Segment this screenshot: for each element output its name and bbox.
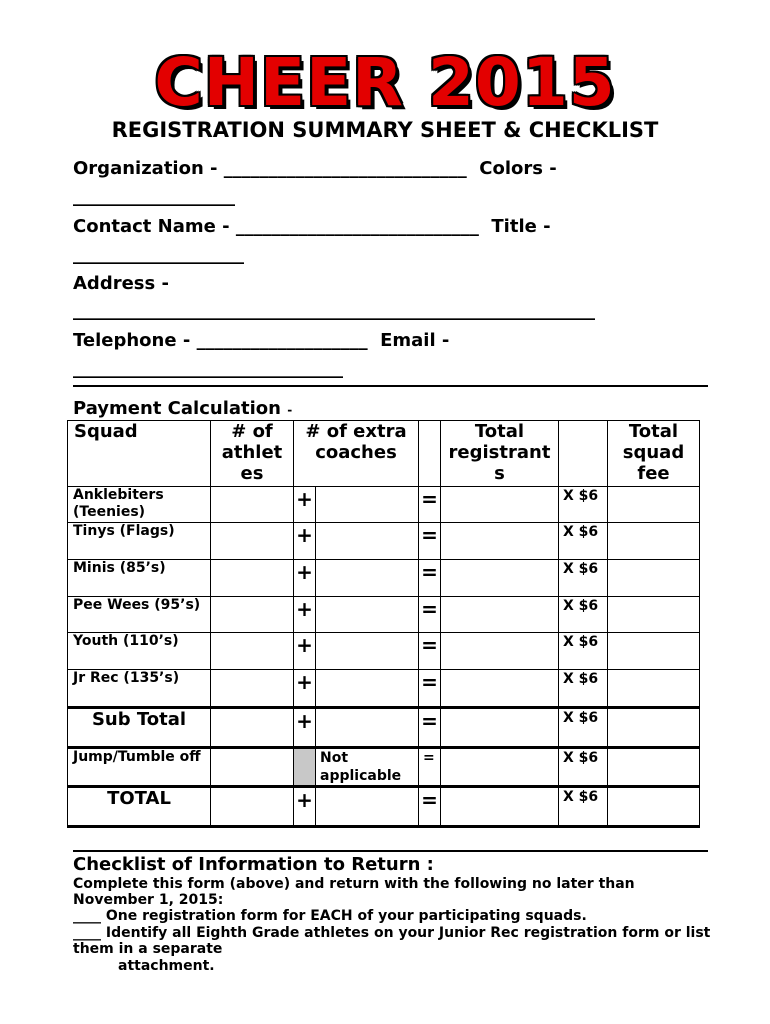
jump-athletes-input[interactable] xyxy=(211,748,294,787)
table-row xyxy=(68,560,700,597)
equals-sign: = xyxy=(419,487,441,523)
fee-multiplier: X $6 xyxy=(559,708,608,748)
equals-sign: = xyxy=(419,787,441,827)
page-subtitle: REGISTRATION SUMMARY SHEET & CHECKLIST xyxy=(111,118,659,142)
athletes-total-input[interactable] xyxy=(211,787,294,827)
plus-sign: + xyxy=(294,670,316,708)
checklist-item-registration[interactable]: ____ One registration form for EACH of your participating squads. xyxy=(73,908,587,924)
title-field-line[interactable]: ___________________ xyxy=(73,244,244,265)
total-row xyxy=(68,787,700,827)
checklist-line: attachment. xyxy=(118,958,215,974)
plus-sign: + xyxy=(294,787,316,827)
coaches-input[interactable] xyxy=(316,597,419,633)
email-field-line[interactable]: ______________________________ xyxy=(73,358,343,379)
col-squad-fee: Total squad fee xyxy=(608,421,700,487)
equals-sign: = xyxy=(419,670,441,708)
registrants-input[interactable] xyxy=(441,633,559,670)
jump-registrants-input[interactable] xyxy=(441,748,559,787)
colors-field-line[interactable]: __________________ xyxy=(73,186,235,207)
athletes-input[interactable] xyxy=(211,523,294,560)
squad-name: Jr Rec (135’s) xyxy=(68,670,211,708)
fee-multiplier: X $6 xyxy=(559,560,608,597)
table-row xyxy=(68,597,700,633)
checklist-line: November 1, 2015: xyxy=(73,892,224,908)
col-coaches: # of extra coaches xyxy=(294,421,419,487)
athletes-input[interactable] xyxy=(211,597,294,633)
athletes-input[interactable] xyxy=(211,487,294,523)
squad-name: Tinys (Flags) xyxy=(68,523,211,560)
total-label: TOTAL xyxy=(68,787,211,827)
athletes-input[interactable] xyxy=(211,633,294,670)
telephone-field[interactable]: Telephone - ___________________ Email - xyxy=(73,330,450,351)
fee-total-input[interactable] xyxy=(608,787,700,827)
checklist-item-eighth-grade[interactable]: ____ Identify all Eighth Grade athletes on your Junior Rec registration form or list xyxy=(73,925,711,941)
registrants-input[interactable] xyxy=(441,597,559,633)
checklist-heading: Checklist of Information to Return : xyxy=(73,854,434,875)
col-squad: Squad xyxy=(68,421,211,487)
registrants-input[interactable] xyxy=(441,560,559,597)
squad-name: Pee Wees (95’s) xyxy=(68,597,211,633)
col-athletes: # of athlet es xyxy=(211,421,294,487)
fee-input[interactable] xyxy=(608,670,700,708)
coaches-subtotal-input[interactable] xyxy=(316,708,419,748)
fee-input[interactable] xyxy=(608,633,700,670)
jump-tumble-row xyxy=(68,748,700,787)
equals-sign: = xyxy=(419,597,441,633)
fee-multiplier: X $6 xyxy=(559,633,608,670)
registrants-subtotal-input[interactable] xyxy=(441,708,559,748)
table-row xyxy=(68,633,700,670)
equals-sign: = xyxy=(419,523,441,560)
payment-heading: Payment Calculation - xyxy=(73,398,293,419)
athletes-input[interactable] xyxy=(211,560,294,597)
registrants-input[interactable] xyxy=(441,670,559,708)
plus-sign: + xyxy=(294,560,316,597)
fee-multiplier: X $6 xyxy=(559,787,608,827)
coaches-input[interactable] xyxy=(316,560,419,597)
registrants-input[interactable] xyxy=(441,523,559,560)
equals-sign: = xyxy=(419,708,441,748)
organization-field[interactable]: Organization - ___________________________ Colors - xyxy=(73,158,557,179)
fee-multiplier: X $6 xyxy=(559,487,608,523)
section-divider xyxy=(73,385,708,387)
athletes-subtotal-input[interactable] xyxy=(211,708,294,748)
fee-multiplier: X $6 xyxy=(559,748,608,787)
jump-fee-input[interactable] xyxy=(608,748,700,787)
squad-name: Minis (85’s) xyxy=(68,560,211,597)
shaded-cell xyxy=(294,748,316,787)
address-field-line[interactable]: __________________________________________________________ xyxy=(73,300,595,321)
equals-sign: = xyxy=(419,633,441,670)
payment-table xyxy=(67,420,700,828)
fee-input[interactable] xyxy=(608,560,700,597)
subtotal-label: Sub Total xyxy=(68,708,211,748)
fee-multiplier: X $6 xyxy=(559,597,608,633)
coaches-input[interactable] xyxy=(316,487,419,523)
athletes-input[interactable] xyxy=(211,670,294,708)
plus-sign: + xyxy=(294,597,316,633)
checklist-line: Complete this form (above) and return with the following no later than xyxy=(73,876,635,892)
page-title: CHEER 2015 xyxy=(154,44,616,121)
plus-sign: + xyxy=(294,708,316,748)
registrants-total-input[interactable] xyxy=(441,787,559,827)
fee-input[interactable] xyxy=(608,597,700,633)
table-row xyxy=(68,670,700,708)
table-header-row xyxy=(68,421,700,487)
registrants-input[interactable] xyxy=(441,487,559,523)
fee-multiplier: X $6 xyxy=(559,523,608,560)
plus-sign: + xyxy=(294,523,316,560)
squad-name: Anklebiters (Teenies) xyxy=(68,487,211,523)
coaches-total-input[interactable] xyxy=(316,787,419,827)
equals-sign: = xyxy=(419,560,441,597)
table-row xyxy=(68,487,700,523)
checklist-line: them in a separate xyxy=(73,941,223,957)
jump-tumble-label: Jump/Tumble off xyxy=(68,748,211,787)
not-applicable-label: Not applicable xyxy=(316,748,419,787)
coaches-input[interactable] xyxy=(316,670,419,708)
equals-sign: = xyxy=(419,748,441,787)
coaches-input[interactable] xyxy=(316,523,419,560)
contact-name-field[interactable]: Contact Name - ___________________________ Title - xyxy=(73,216,551,237)
table-row xyxy=(68,523,700,560)
plus-sign: + xyxy=(294,487,316,523)
address-label: Address - xyxy=(73,273,169,294)
plus-sign: + xyxy=(294,633,316,670)
squad-name: Youth (110’s) xyxy=(68,633,211,670)
coaches-input[interactable] xyxy=(316,633,419,670)
fee-input[interactable] xyxy=(608,523,700,560)
subtotal-row xyxy=(68,708,700,748)
col-total-registrants: Total registrant s xyxy=(441,421,559,487)
section-divider xyxy=(73,850,708,852)
fee-multiplier: X $6 xyxy=(559,670,608,708)
fee-subtotal-input[interactable] xyxy=(608,708,700,748)
fee-input[interactable] xyxy=(608,487,700,523)
